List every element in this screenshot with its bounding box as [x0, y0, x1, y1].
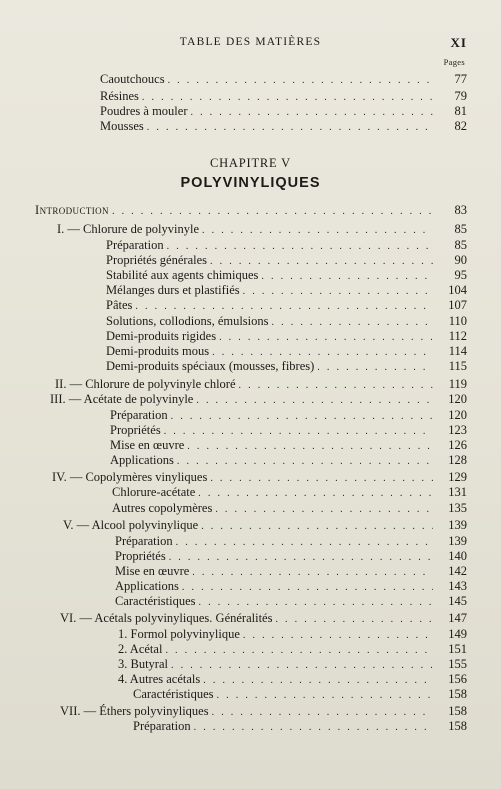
toc-entry[interactable]: [106, 268, 467, 283]
toc-entry-page: 128: [448, 453, 467, 467]
toc-entry-label: 3. Butyral: [118, 657, 168, 671]
toc-entry-page: 85: [454, 222, 467, 236]
toc-entry-label: Mise en œuvre: [115, 564, 190, 578]
leader-dots: [212, 705, 433, 720]
toc-entry[interactable]: [118, 672, 467, 687]
toc-entry-label: Caractéristiques: [115, 594, 196, 608]
leader-dots: [165, 643, 433, 658]
leader-dots: [196, 393, 433, 408]
toc-entry-page: 119: [448, 377, 467, 391]
toc-entry[interactable]: [60, 704, 467, 719]
leader-dots: [212, 345, 433, 360]
toc-entry-page: 158: [448, 719, 467, 733]
toc-entry-label: Mélanges durs et plastifiés: [106, 283, 240, 297]
toc-entry-page: 83: [454, 203, 467, 217]
toc-entry[interactable]: [112, 485, 467, 500]
toc-entry[interactable]: [110, 423, 467, 438]
toc-entry-label: Autres copolymères: [112, 501, 213, 515]
leader-dots: [215, 502, 433, 517]
chapter-label: CHAPITRE V: [209, 156, 292, 170]
toc-entry[interactable]: [106, 238, 467, 253]
toc-entry-page: 114: [448, 344, 467, 358]
leader-dots: [142, 90, 433, 105]
leader-dots: [167, 239, 433, 254]
toc-entry[interactable]: [110, 438, 467, 453]
leader-dots: [147, 120, 433, 135]
toc-entry-label: VI. — Acétals polyvinyliques. Généralités: [60, 611, 273, 625]
leader-dots: [275, 612, 433, 627]
toc-entry[interactable]: [60, 611, 467, 626]
toc-entry-label: Pâtes: [106, 298, 133, 312]
toc-entry[interactable]: [118, 642, 467, 657]
toc-entry-label: Préparation: [115, 534, 173, 548]
toc-entry[interactable]: [106, 329, 467, 344]
toc-entry-label: Stabilité aux agents chimiques: [106, 268, 259, 282]
toc-entry-page: 120: [448, 392, 467, 406]
toc-entry-page: 145: [448, 594, 467, 608]
leader-dots: [217, 688, 433, 703]
leader-dots: [192, 565, 433, 580]
toc-entry-page: 135: [448, 501, 467, 515]
page-number: XI: [450, 35, 467, 50]
toc-entry[interactable]: [100, 104, 467, 119]
toc-entry[interactable]: [110, 453, 467, 468]
leader-dots: [194, 720, 433, 735]
leader-dots: [171, 658, 433, 673]
leader-dots: [112, 204, 433, 219]
toc-entry[interactable]: [106, 344, 467, 359]
toc-entry-label: II. — Chlorure de polyvinyle chloré: [55, 377, 236, 391]
toc-entry-page: 142: [448, 564, 467, 578]
toc-entry-label: Mise en œuvre: [110, 438, 185, 452]
toc-entry-label: 1. Formol polyvinylique: [118, 627, 240, 641]
toc-entry-page: 107: [448, 298, 467, 312]
leader-dots: [171, 409, 433, 424]
leader-dots: [135, 299, 433, 314]
toc-entry-page: 155: [448, 657, 467, 671]
toc-entry[interactable]: [57, 222, 467, 237]
leader-dots: [190, 105, 433, 120]
toc-entry[interactable]: [112, 501, 467, 516]
leader-dots: [169, 550, 433, 565]
leader-dots: [239, 378, 433, 393]
toc-entry-label: Applications: [110, 453, 174, 467]
toc-entry[interactable]: [115, 579, 467, 594]
toc-entry[interactable]: [52, 470, 467, 485]
leader-dots: [164, 424, 433, 439]
toc-entry-page: 123: [448, 423, 467, 437]
toc-entry-label: Poudres à mouler: [100, 104, 188, 118]
toc-entry-label: Demi-produits rigides: [106, 329, 217, 343]
toc-entry[interactable]: [118, 657, 467, 672]
toc-entry-page: 77: [454, 72, 467, 86]
toc-entry-label: Applications: [115, 579, 179, 593]
toc-entry-label: Caractéristiques: [133, 687, 214, 701]
toc-entry-page: 143: [448, 579, 467, 593]
toc-entry[interactable]: [133, 687, 467, 702]
leader-dots: [199, 595, 433, 610]
toc-entry-label: I. — Chlorure de polyvinyle: [57, 222, 199, 236]
toc-entry-page: 90: [454, 253, 467, 267]
toc-entry-label: Caoutchoucs: [100, 72, 165, 86]
toc-entry[interactable]: [63, 518, 467, 533]
toc-entry[interactable]: [106, 283, 467, 298]
leader-dots: [177, 454, 433, 469]
toc-entry-label: Mousses: [100, 119, 144, 133]
toc-entry-page: 139: [448, 518, 467, 532]
pages-column-label: Pages: [443, 57, 465, 67]
leader-dots: [261, 269, 433, 284]
toc-entry-label: Demi-produits spéciaux (mousses, fibres): [106, 359, 315, 373]
leader-dots: [210, 471, 433, 486]
leader-dots: [210, 254, 433, 269]
toc-entry-page: 120: [448, 408, 467, 422]
toc-entry[interactable]: [50, 392, 467, 407]
toc-entry[interactable]: [100, 119, 467, 134]
toc-entry[interactable]: [35, 203, 467, 218]
toc-entry[interactable]: [106, 298, 467, 313]
toc-entry-label: 2. Acétal: [118, 642, 163, 656]
toc-entry[interactable]: [106, 314, 467, 329]
leader-dots: [317, 360, 433, 375]
toc-entry-page: 110: [448, 314, 467, 328]
toc-entry-label: Propriétés: [115, 549, 166, 563]
toc-entry[interactable]: [55, 377, 467, 392]
toc-entry-label: III. — Acétate de polyvinyle: [50, 392, 194, 406]
toc-entry-page: 149: [448, 627, 467, 641]
toc-entry-page: 85: [454, 238, 467, 252]
toc-entry-page: 95: [454, 268, 467, 282]
toc-entry[interactable]: [100, 72, 467, 87]
leader-dots: [202, 223, 433, 238]
toc-entry-page: 129: [448, 470, 467, 484]
toc-entry-page: 131: [448, 485, 467, 499]
running-header: TABLE DES MATIÈRES: [179, 36, 322, 48]
toc-entry-label: Demi-produits mous: [106, 344, 210, 358]
leader-dots: [219, 330, 433, 345]
toc-entry-page: 151: [448, 642, 467, 656]
toc-entry-page: 147: [448, 611, 467, 625]
toc-entry-page: 140: [448, 549, 467, 563]
toc-entry-page: 126: [448, 438, 467, 452]
toc-entry[interactable]: [106, 253, 467, 268]
toc-entry-label: Solutions, collodions, émulsions: [106, 314, 269, 328]
toc-entry[interactable]: [118, 627, 467, 642]
toc-entry-label: Préparation: [110, 408, 168, 422]
toc-entry-page: 104: [448, 283, 467, 297]
leader-dots: [203, 673, 433, 688]
toc-entry-page: 112: [448, 329, 467, 343]
toc-entry[interactable]: [115, 564, 467, 579]
toc-entry-page: 82: [454, 119, 467, 133]
toc-entry[interactable]: [100, 89, 467, 104]
toc-entry[interactable]: [115, 534, 467, 549]
toc-entry[interactable]: [110, 408, 467, 423]
toc-entry[interactable]: [133, 719, 467, 734]
toc-entry[interactable]: [115, 594, 467, 609]
toc-entry-label: Préparation: [106, 238, 164, 252]
toc-entry-page: 158: [448, 687, 467, 701]
toc-entry-label: Chlorure-acétate: [112, 485, 196, 499]
chapter-title: POLYVINYLIQUES: [180, 175, 321, 191]
toc-entry-page: 81: [454, 104, 467, 118]
toc-entry[interactable]: [106, 359, 467, 374]
toc-entry-page: 139: [448, 534, 467, 548]
toc-entry-label: VII. — Éthers polyvinyliques: [60, 704, 209, 718]
toc-entry-label: Résines: [100, 89, 139, 103]
toc-entry-label: V. — Alcool polyvinylique: [63, 518, 199, 532]
toc-entry[interactable]: [115, 549, 467, 564]
leader-dots: [198, 486, 433, 501]
toc-entry-label: IV. — Copolymères vinyliques: [52, 470, 208, 484]
leader-dots: [243, 628, 433, 643]
toc-entry-page: 79: [454, 89, 467, 103]
toc-entry-page: 115: [448, 359, 467, 373]
toc-entry-page: 156: [448, 672, 467, 686]
toc-entry-label: Propriétés générales: [106, 253, 208, 267]
leader-dots: [176, 535, 433, 550]
leader-dots: [187, 439, 433, 454]
toc-entry-label: Propriétés: [110, 423, 161, 437]
toc-entry-label: 4. Autres acétals: [118, 672, 201, 686]
leader-dots: [243, 284, 433, 299]
leader-dots: [272, 315, 433, 330]
toc-entry-label: Préparation: [133, 719, 191, 733]
toc-entry-label: Introduction: [35, 203, 109, 217]
leader-dots: [168, 73, 433, 88]
toc-entry-page: 158: [448, 704, 467, 718]
leader-dots: [201, 519, 433, 534]
leader-dots: [182, 580, 433, 595]
